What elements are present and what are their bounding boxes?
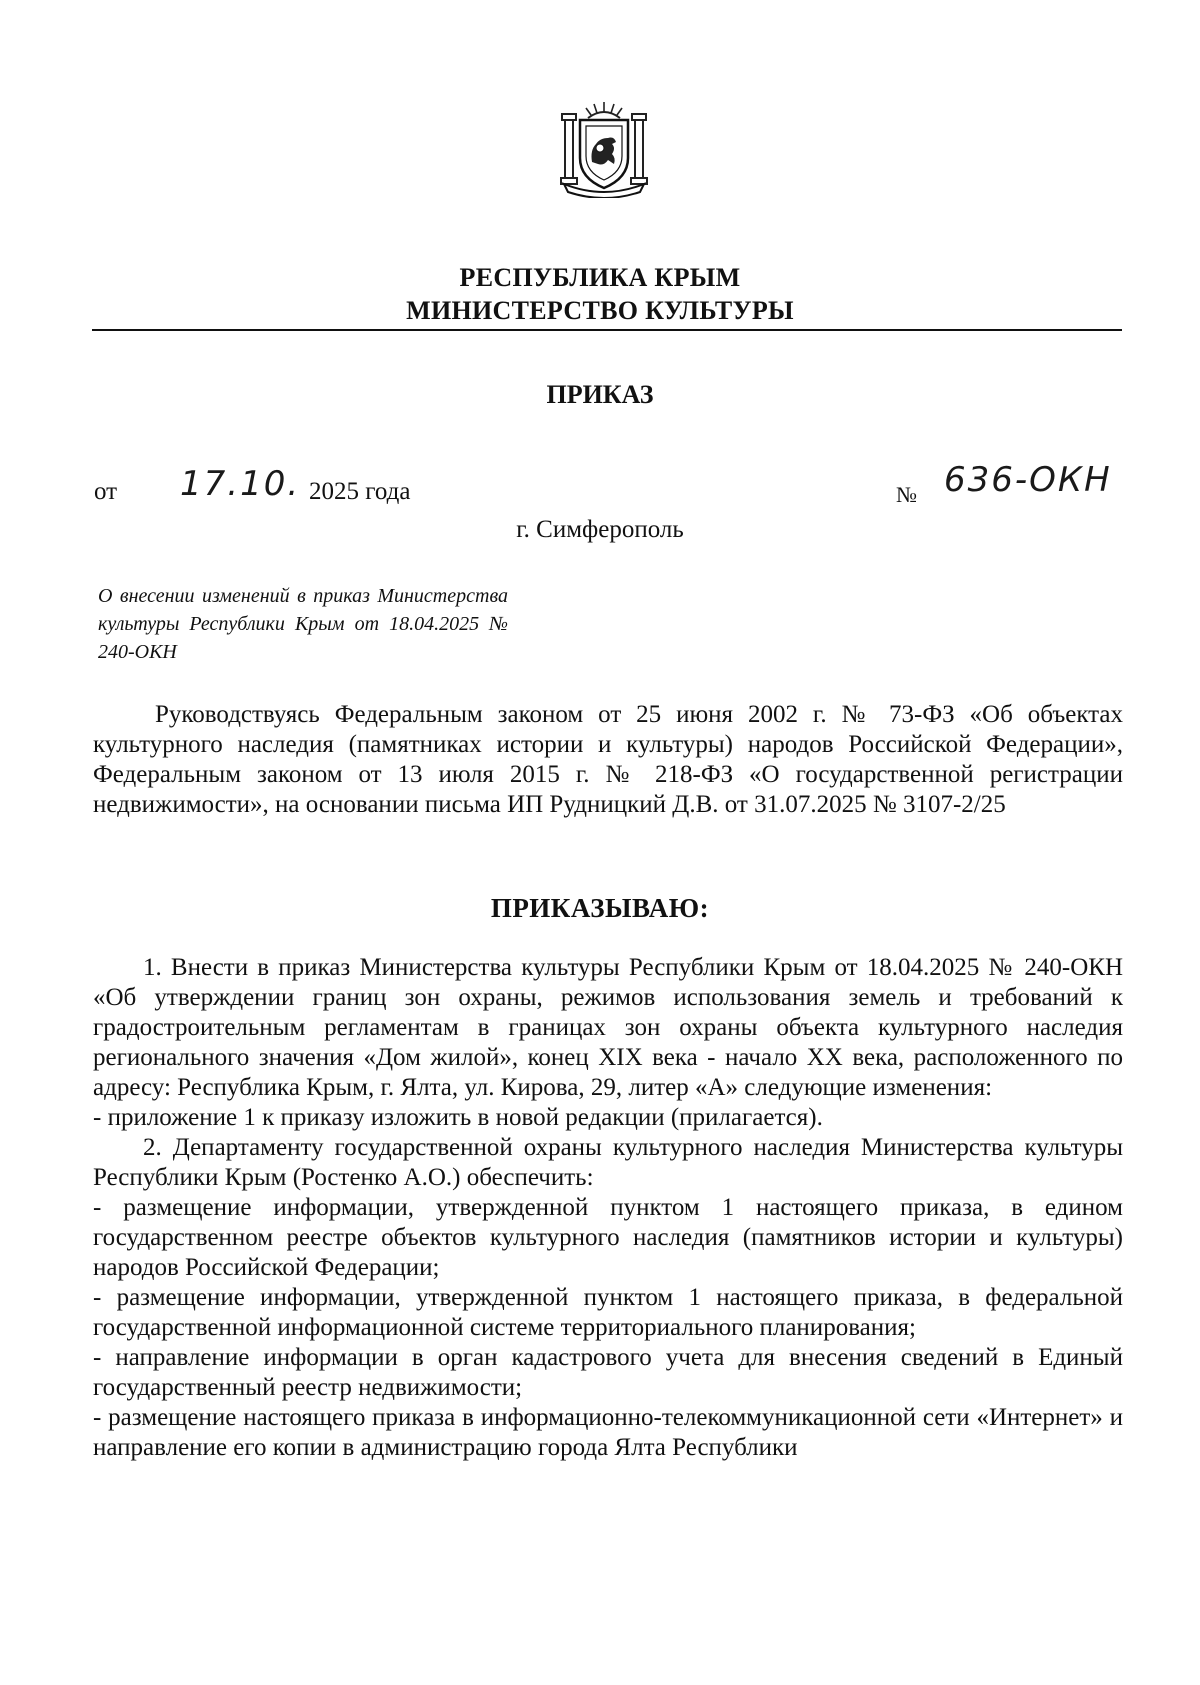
handwritten-date: 17.10. (180, 464, 301, 504)
crimea-coat-of-arms-icon (556, 98, 652, 198)
city-name: г. Симферополь (516, 516, 684, 543)
order-command-heading: ПРИКАЗЫВАЮ: (490, 893, 710, 923)
item-2-dash-3: - направление информации в орган кадастрового учета для внесения сведений в Единый государственный реестр недвижимости; (93, 1344, 1123, 1401)
header-republic: РЕСПУБЛИКА КРЫМ (459, 263, 741, 292)
preamble-paragraph: Руководствуясь Федеральным законом от 25 июня 2002 г. № 73-ФЗ «Об объектах культурного наследия (памятниках истории и культуры) народов Российской Федерации», Федеральным законом от 13 июля 2015 г. № 218-ФЗ «О государственной регистрации недвижимости», на основании письма ИП Рудницкий Д.В. от 31.07.2025 № 3107-2/25 (93, 701, 1123, 818)
header-divider (92, 329, 1122, 331)
date-from-label: от (94, 478, 118, 505)
order-subject: О внесении изменений в приказ Министерства культуры Республики Крым от 18.04.2025 № 240-ОКН (98, 585, 508, 663)
item-2-dash-2: - размещение информации, утвержденной пунктом 1 настоящего приказа, в федеральной государственной информационной системе территориального планирования; (93, 1284, 1123, 1341)
date-year: 2025 года (309, 478, 411, 505)
number-label: № (896, 482, 917, 507)
item-2-dash-4: - размещение настоящего приказа в информационно-телекоммуникационной сети «Интернет» и направление его копии в администрацию города Ялта Республики (93, 1404, 1123, 1461)
document-type-title: ПРИКАЗ (546, 380, 654, 409)
order-items (93, 953, 1123, 1463)
handwritten-order-number: 636-ОКН (944, 460, 1112, 500)
header-ministry: МИНИСТЕРСТВО КУЛЬТУРЫ (406, 296, 794, 325)
item-1-dash: - приложение 1 к приказу изложить в новой редакции (прилагается). (93, 1104, 823, 1131)
item-2-dash-1: - размещение информации, утвержденной пунктом 1 настоящего приказа, в едином государственном реестре объектов культурного наследия (памятников истории и культуры) народов Российской Федерации; (93, 1194, 1123, 1281)
item-2: 2. Департаменту государственной охраны культурного наследия Министерства культуры Республики Крым (Ростенко А.О.) обеспечить: (93, 1134, 1123, 1191)
item-1: 1. Внести в приказ Министерства культуры Республики Крым от 18.04.2025 № 240-ОКН «Об утверждении границ зон охраны, режимов использования земель и требований к градостроительным регламентам в границах зон охраны объекта культурного наследия регионального значения «Дом жилой», конец XIX века - начало XX века, расположенного по адресу: Республика Крым, г. Ялта, ул. Кирова, 29, литер «А» следующие изменения: (93, 954, 1123, 1101)
